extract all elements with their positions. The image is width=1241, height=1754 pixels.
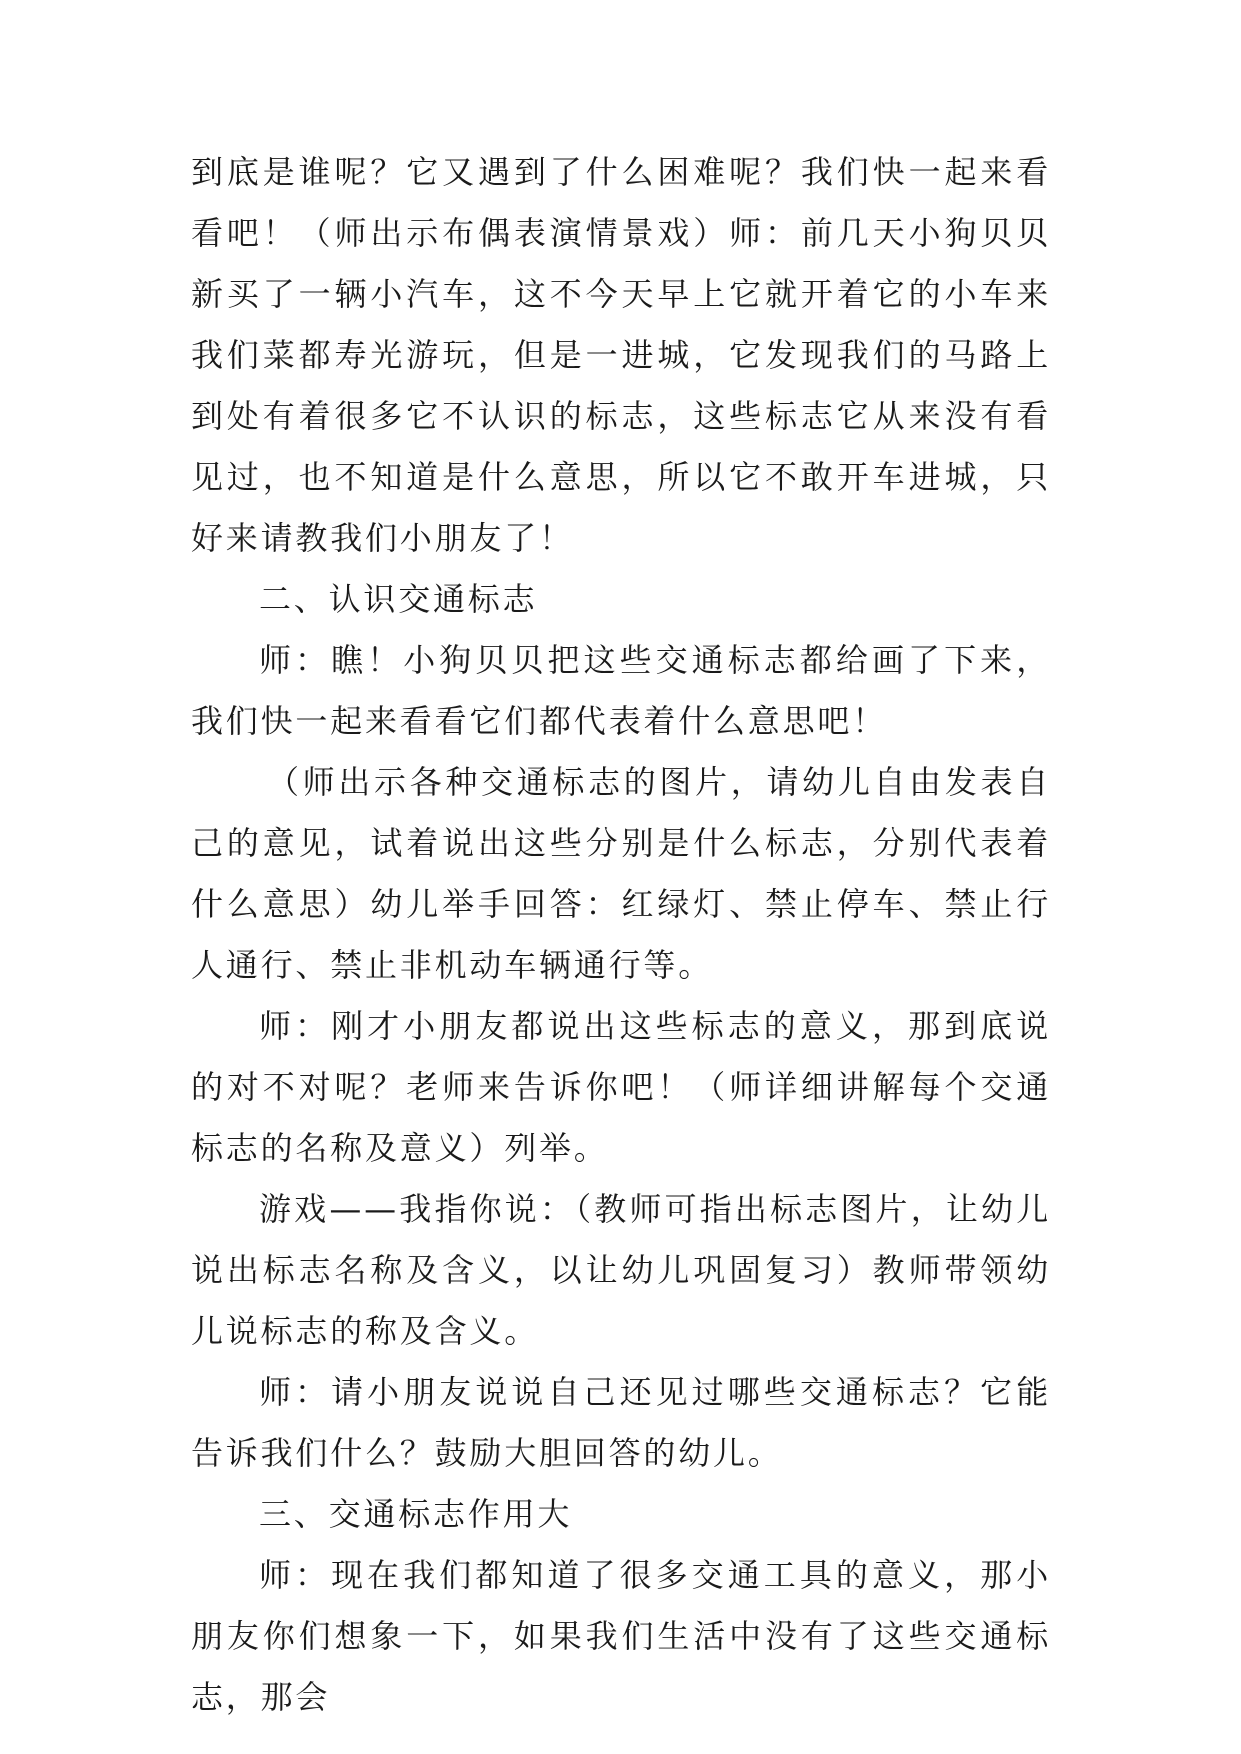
paragraph-teacher-ask: 师：请小朋友说说自己还见过哪些交通标志？它能告诉我们什么？鼓励大胆回答的幼儿。 (191, 1373, 1051, 1472)
paragraph-teacher-look: 师：瞧！小狗贝贝把这些交通标志都给画了下来，我们快一起来看看它们都代表着什么意思吧！ (191, 641, 1051, 740)
document-page (191, 142, 1051, 1728)
paragraph-teacher-imagine: 师：现在我们都知道了很多交通工具的意义，那小朋友你们想象一下，如果我们生活中没有了这些交通标志，那会 (191, 1556, 1051, 1716)
paragraph-teacher-explain: 师：刚才小朋友都说出这些标志的意义，那到底说的对不对呢？老师来告诉你吧！（师详细讲解每个交通标志的名称及意义）列举。 (191, 1007, 1051, 1167)
paragraph-show-pictures: （师出示各种交通标志的图片，请幼儿自由发表自己的意见，试着说出这些分别是什么标志，分别代表着什么意思）幼儿举手回答：红绿灯、禁止停车、禁止行人通行、禁止非机动车辆通行等。 (191, 763, 1051, 984)
paragraph-intro-continued: 到底是谁呢？它又遇到了什么困难呢？我们快一起来看看吧！（师出示布偶表演情景戏）师：前几天小狗贝贝新买了一辆小汽车，这不今天早上它就开着它的小车来我们菜都寿光游玩，但是一进城，它发现我们的马路上到处有着很多它不认识的标志，这些标志它从来没有看见过，也不知道是什么意思，所以它不敢开车进城，只好来请教我们小朋友了！ (191, 153, 1051, 557)
paragraph-game: 游戏——我指你说：（教师可指出标志图片，让幼儿说出标志名称及含义，以让幼儿巩固复习）教师带领幼儿说标志的称及含义。 (191, 1190, 1051, 1350)
section-heading-signs-importance: 三、交通标志作用大 (259, 1495, 573, 1533)
section-heading-recognize-signs: 二、认识交通标志 (259, 580, 538, 618)
